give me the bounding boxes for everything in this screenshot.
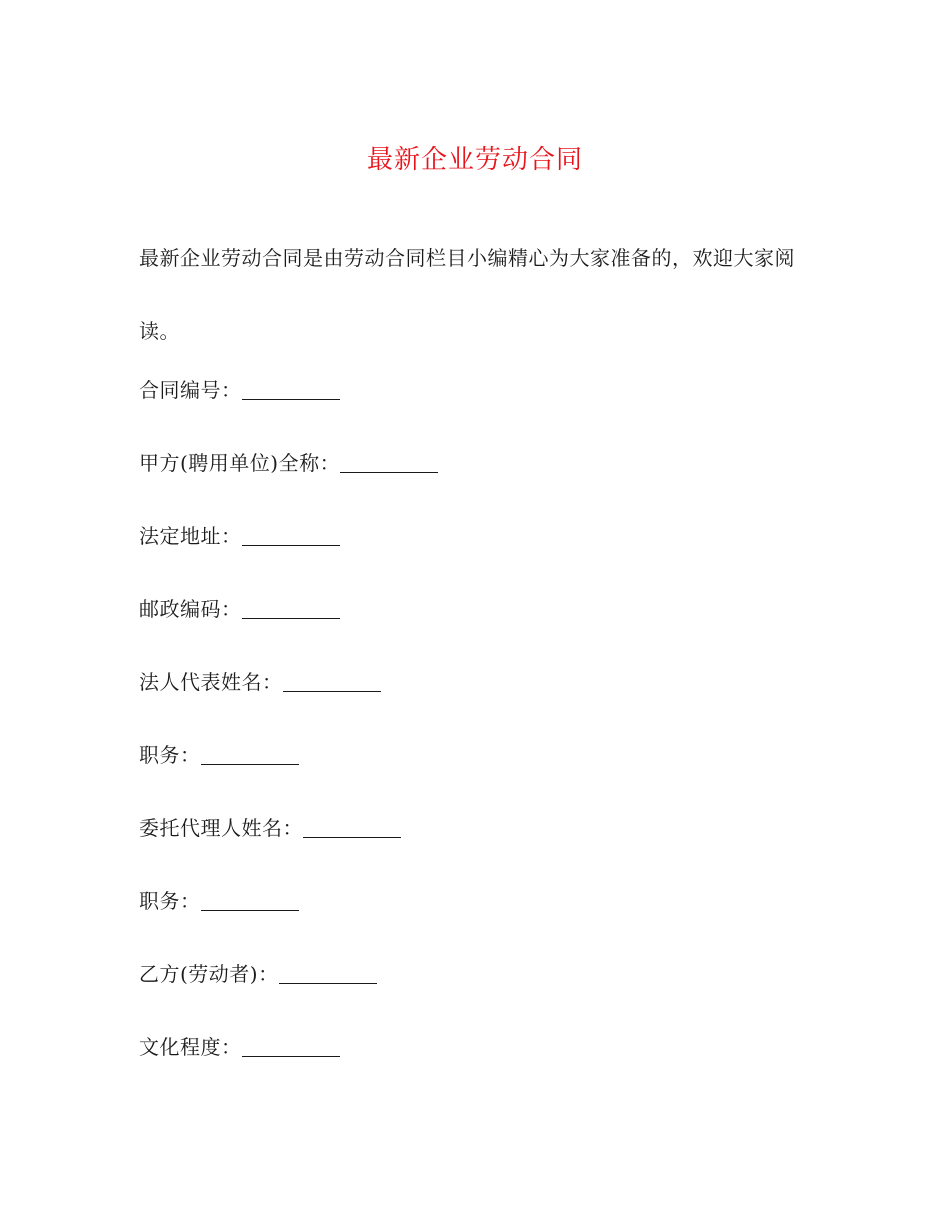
- field-blank-line[interactable]: [340, 443, 438, 473]
- field-employee: [139, 954, 438, 1027]
- field-blank-line[interactable]: [201, 881, 299, 911]
- field-label: 委托代理人姓名：: [139, 816, 303, 840]
- field-label: 邮政编码：: [139, 597, 242, 621]
- field-blank-line[interactable]: [283, 662, 381, 692]
- field-blank-line[interactable]: [242, 1027, 340, 1057]
- field-legal-address: [139, 516, 438, 589]
- field-label: 甲方(聘用单位)全称：: [139, 451, 341, 475]
- field-label: 文化程度：: [139, 1035, 242, 1059]
- field-label: 乙方(劳动者)：: [139, 962, 279, 986]
- field-postal-code: [139, 589, 438, 662]
- field-blank-line[interactable]: [201, 735, 299, 765]
- document-title: 最新企业劳动合同: [366, 145, 583, 175]
- field-authorized-agent: [139, 808, 438, 881]
- field-position-2: [139, 881, 438, 954]
- field-education-level: [139, 1027, 438, 1100]
- field-blank-line[interactable]: [242, 370, 340, 400]
- contract-fields: [139, 370, 438, 1100]
- field-employer-name: [139, 443, 438, 516]
- field-label: 职务：: [139, 889, 201, 913]
- field-blank-line[interactable]: [303, 808, 401, 838]
- intro-paragraph: 最新企业劳动合同是由劳动合同栏目小编精心为大家准备的，欢迎大家阅读。: [139, 246, 795, 343]
- field-blank-line[interactable]: [242, 516, 340, 546]
- field-contract-number: [139, 370, 438, 443]
- field-blank-line[interactable]: [242, 589, 340, 619]
- field-label: 法定地址：: [139, 524, 242, 548]
- field-legal-representative: [139, 662, 438, 735]
- field-label: 职务：: [139, 743, 201, 767]
- field-blank-line[interactable]: [279, 954, 377, 984]
- field-position-1: [139, 735, 438, 808]
- field-label: 法人代表姓名：: [139, 670, 283, 694]
- field-label: 合同编号：: [139, 378, 242, 402]
